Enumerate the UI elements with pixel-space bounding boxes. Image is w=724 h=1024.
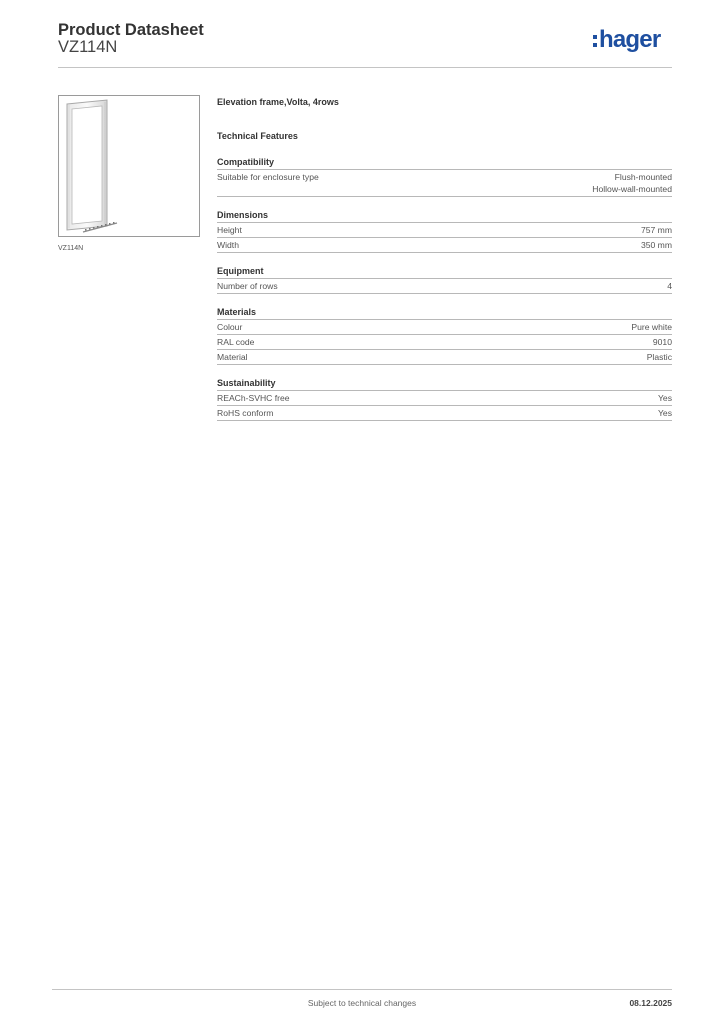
row-label: Colour: [217, 322, 243, 332]
section-title: Equipment: [217, 265, 672, 279]
table-row: [217, 279, 672, 294]
datasheet-content: [217, 96, 672, 421]
footer-divider: [52, 989, 672, 990]
section-dimensions: [217, 209, 672, 253]
row-value: 350 mm: [640, 240, 672, 250]
page-title: Product Datasheet: [58, 21, 204, 39]
hager-logo: [593, 28, 660, 52]
section-materials: [217, 306, 672, 365]
product-code: VZ114N: [58, 38, 118, 56]
row-label: Suitable for enclosure type: [217, 172, 319, 182]
row-value: Yes: [657, 408, 672, 418]
row-label: RoHS conform: [217, 408, 274, 418]
table-row: [217, 320, 672, 335]
footer-date: 08.12.2025: [629, 998, 672, 1008]
row-label: Height: [217, 225, 242, 235]
section-compatibility: [217, 156, 672, 197]
row-label: REACh-SVHC free: [217, 393, 290, 403]
logo-colon-icon: [593, 33, 597, 48]
table-row: [217, 391, 672, 406]
row-value-line: Hollow-wall-mounted: [592, 184, 672, 194]
table-row: [217, 350, 672, 365]
row-label: RAL code: [217, 337, 255, 347]
section-title: Compatibility: [217, 156, 672, 170]
row-value: 757 mm: [640, 225, 672, 235]
section-sustainability: [217, 377, 672, 421]
header-divider: [58, 67, 672, 68]
footer-note: Subject to technical changes: [307, 998, 417, 1008]
row-label: Width: [217, 240, 239, 250]
row-label: Number of rows: [217, 281, 278, 291]
technical-features-heading: Technical Features: [217, 131, 298, 141]
row-value: Pure white: [631, 322, 672, 332]
row-value: Plastic: [646, 352, 672, 362]
row-value-line: Flush-mounted: [614, 172, 672, 182]
row-label: Material: [217, 352, 248, 362]
logo-text: hager: [599, 26, 661, 53]
table-row: [217, 406, 672, 421]
table-row: [217, 170, 672, 197]
section-title: Dimensions: [217, 209, 672, 223]
table-row: [217, 223, 672, 238]
table-row: [217, 335, 672, 350]
section-title: Sustainability: [217, 377, 672, 391]
row-value: 4: [667, 281, 672, 291]
image-caption: VZ114N: [58, 245, 84, 252]
table-row: [217, 238, 672, 253]
section-title: Materials: [217, 306, 672, 320]
row-value: [592, 171, 672, 195]
product-image: [58, 95, 200, 237]
section-equipment: [217, 265, 672, 294]
frame-illustration-icon: [59, 96, 201, 238]
row-value: Yes: [657, 393, 672, 403]
product-name: Elevation frame,Volta, 4rows: [217, 97, 339, 107]
row-value: 9010: [652, 337, 672, 347]
